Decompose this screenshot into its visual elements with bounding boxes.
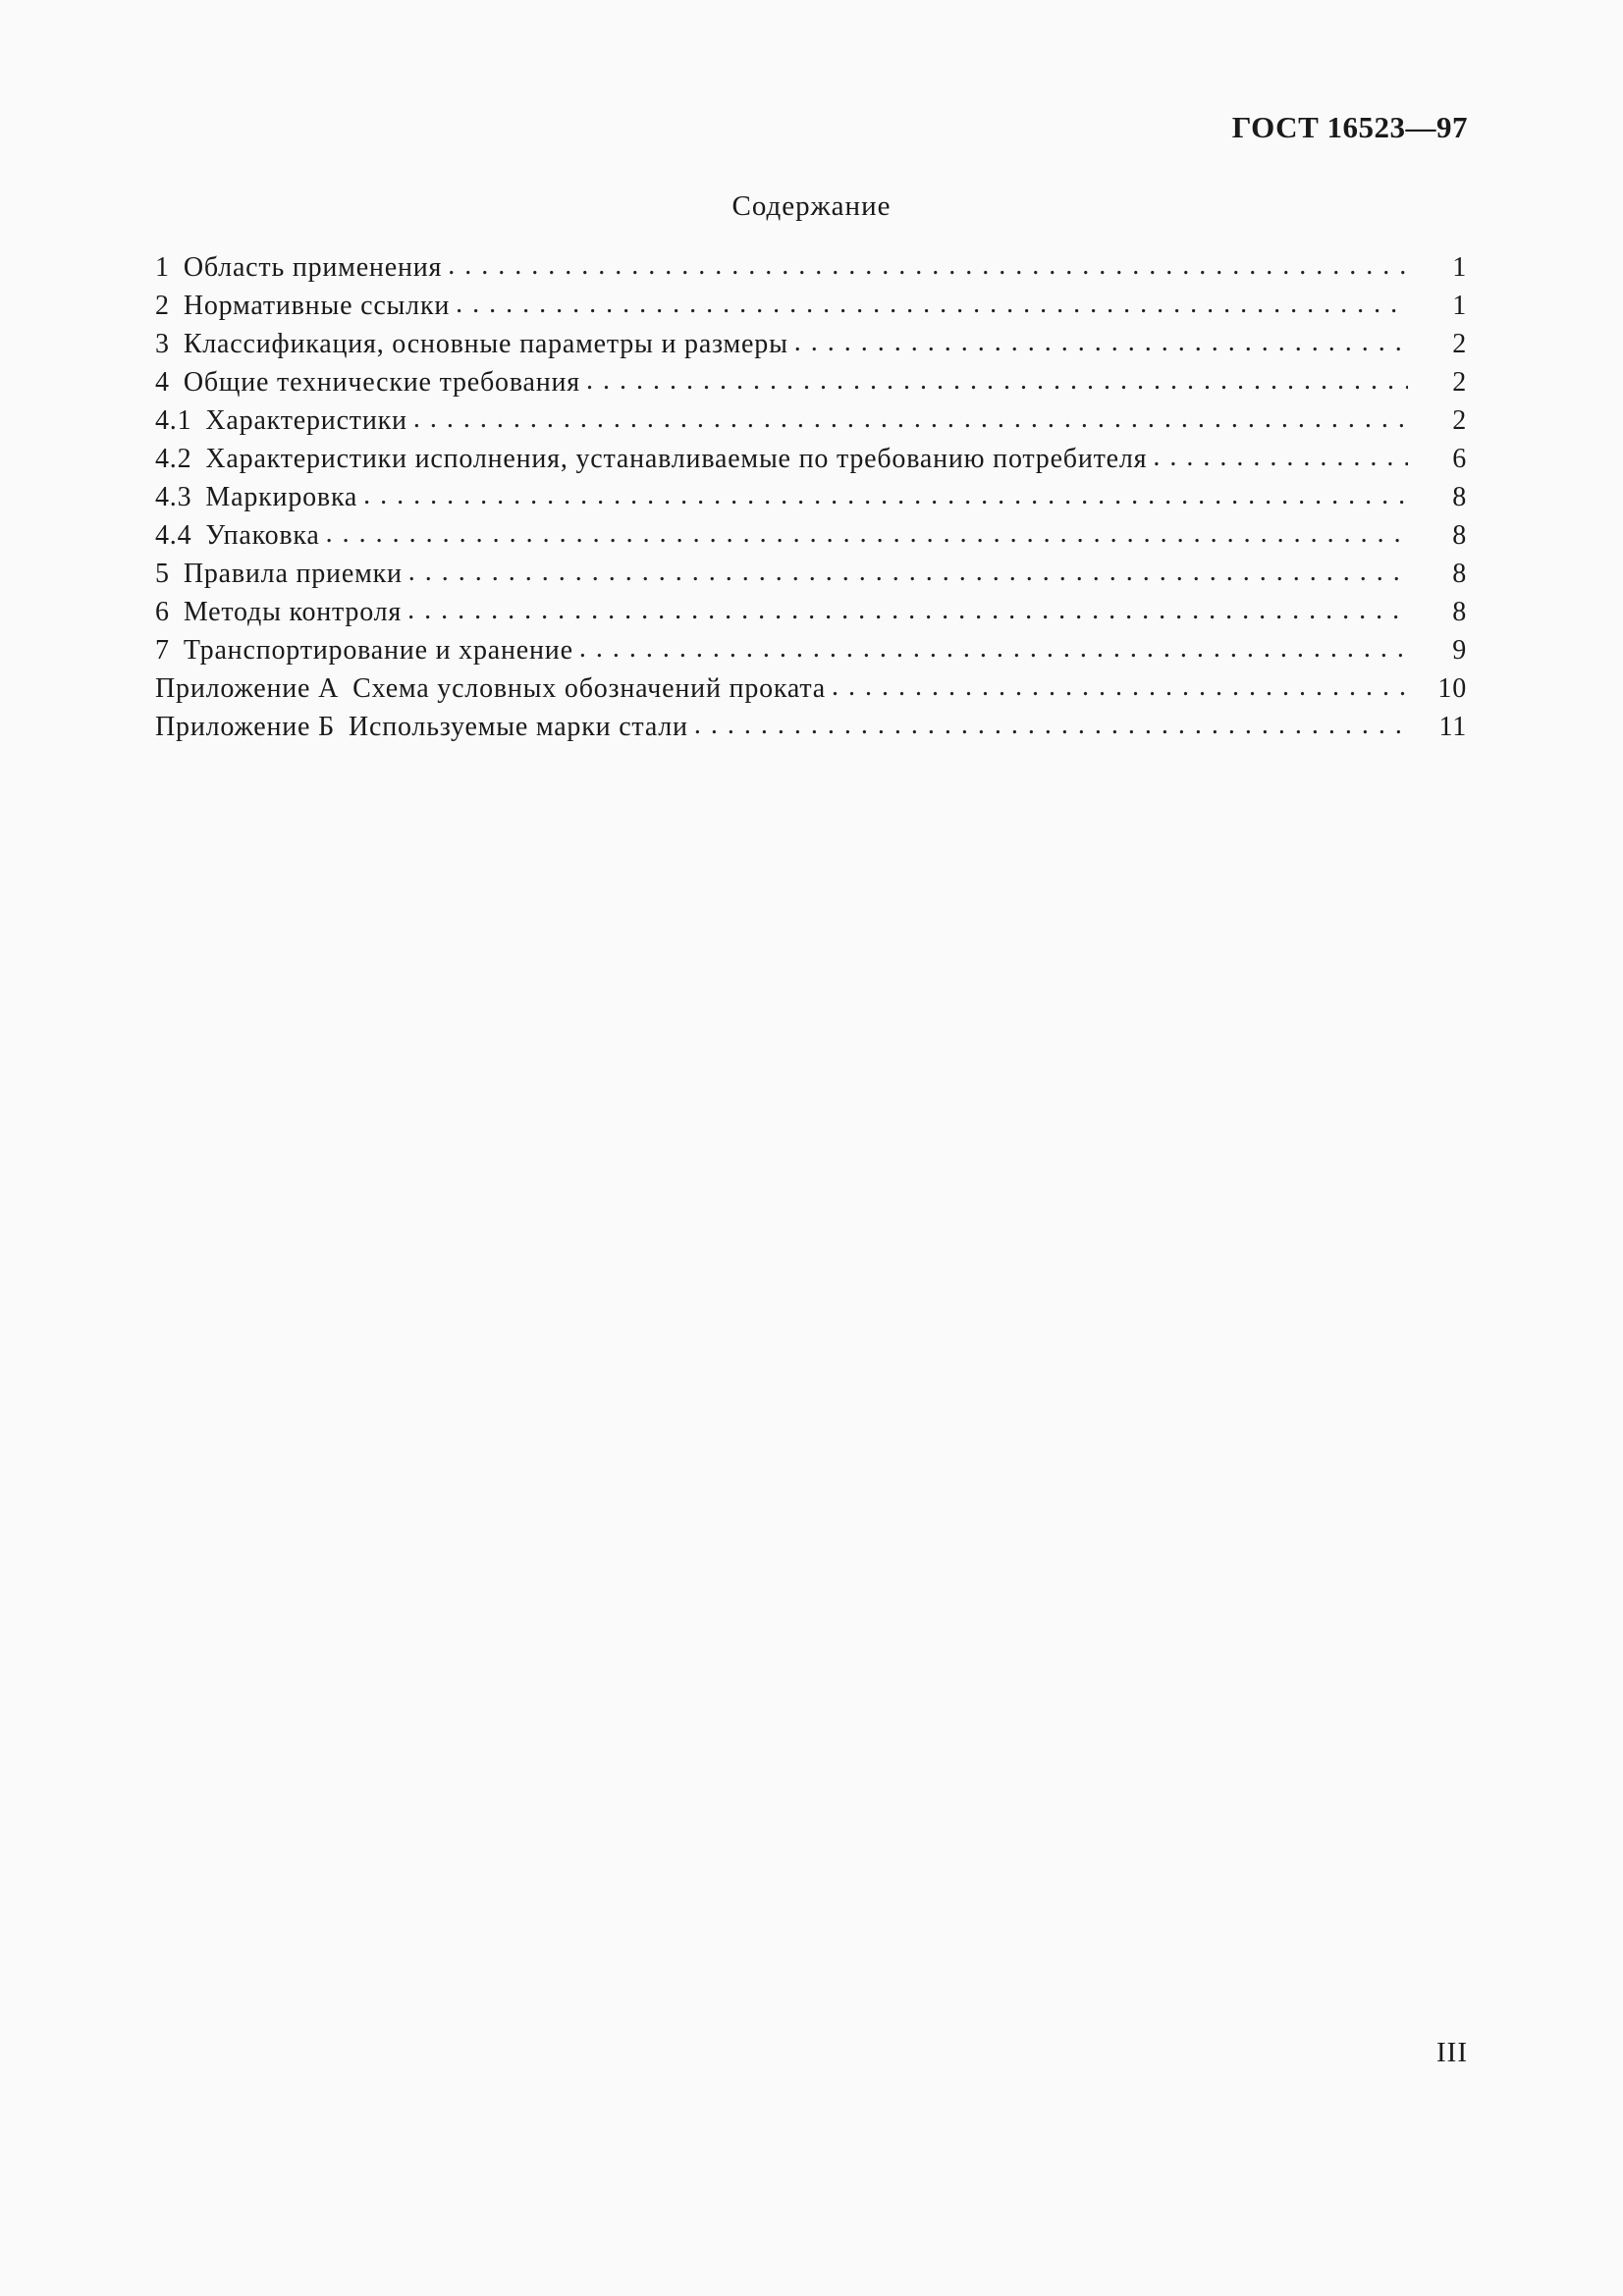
toc-entry-title: Используемые марки стали	[348, 712, 688, 742]
toc-entry[interactable]	[155, 405, 1467, 444]
toc-entry[interactable]	[155, 291, 1467, 329]
toc-entry-title: Маркировка	[205, 482, 358, 512]
toc-entry-page: 2	[1452, 405, 1467, 436]
toc-entry-title: Методы контроля	[183, 597, 403, 627]
toc-entry-number: 1	[155, 252, 170, 283]
toc-entry[interactable]	[155, 367, 1467, 405]
toc-entry-title: Область применения	[183, 252, 443, 283]
toc-entry-page: 9	[1452, 635, 1467, 666]
dot-leader	[1153, 442, 1408, 473]
toc-entry-number: Приложение Б	[155, 712, 335, 742]
dot-leader	[407, 595, 1408, 626]
toc-entry[interactable]	[155, 635, 1467, 673]
toc-entry-number: 4.2	[155, 444, 192, 474]
toc-entry-page: 8	[1452, 482, 1467, 512]
toc-entry-page: 8	[1452, 520, 1467, 551]
toc-entry-number: 4.4	[155, 520, 192, 551]
toc-entry-title: Классификация, основные параметры и размеры	[183, 329, 788, 359]
toc-entry-page: 10	[1437, 673, 1467, 704]
toc-entry[interactable]	[155, 329, 1467, 367]
table-of-contents	[155, 252, 1467, 750]
toc-entry-title: Характеристики	[205, 405, 407, 436]
toc-entry-number: 2	[155, 291, 170, 321]
toc-entry[interactable]	[155, 444, 1467, 482]
dot-leader	[832, 671, 1408, 703]
dot-leader	[694, 710, 1408, 741]
dot-leader	[794, 327, 1408, 358]
dot-leader	[326, 518, 1408, 550]
document-code: ГОСТ 16523—97	[1231, 110, 1468, 144]
toc-entry-title: Общие технические требования	[183, 367, 580, 398]
toc-entry-page: 11	[1438, 712, 1467, 742]
toc-entry-title: Схема условных обозначений проката	[352, 673, 827, 704]
toc-entry-number: 4.1	[155, 405, 192, 436]
toc-entry-title: Характеристики исполнения, устанавливаемые по требованию потребителя	[205, 444, 1148, 474]
dot-leader	[363, 480, 1408, 511]
dot-leader	[456, 289, 1408, 320]
toc-entry-title: Нормативные ссылки	[183, 291, 451, 321]
toc-entry-number: 7	[155, 635, 170, 666]
toc-entry-page: 1	[1452, 291, 1467, 321]
toc-entry-number: 6	[155, 597, 170, 627]
toc-entry-number: 4.3	[155, 482, 192, 512]
toc-entry-page: 8	[1452, 559, 1467, 589]
toc-entry-page: 2	[1452, 329, 1467, 359]
dot-leader	[586, 365, 1408, 397]
toc-entry-number: 5	[155, 559, 170, 589]
dot-leader	[448, 250, 1408, 282]
toc-entry-number: Приложение А	[155, 673, 340, 704]
toc-entry[interactable]	[155, 712, 1467, 750]
toc-entry[interactable]	[155, 559, 1467, 597]
toc-entry-number: 4	[155, 367, 170, 398]
toc-entry-number: 3	[155, 329, 170, 359]
toc-entry[interactable]	[155, 520, 1467, 559]
dot-leader	[408, 557, 1408, 588]
toc-entry[interactable]	[155, 673, 1467, 712]
dot-leader	[579, 633, 1408, 665]
toc-entry-page: 1	[1452, 252, 1467, 283]
page-number: III	[1436, 2037, 1468, 2068]
toc-entry-title: Правила приемки	[183, 559, 403, 589]
toc-entry[interactable]	[155, 482, 1467, 520]
toc-entry-title: Упаковка	[205, 520, 320, 551]
toc-entry-page: 6	[1452, 444, 1467, 474]
toc-entry-page: 8	[1452, 597, 1467, 627]
dot-leader	[413, 403, 1408, 435]
toc-title: Содержание	[731, 190, 892, 222]
toc-entry-title: Транспортирование и хранение	[183, 635, 573, 666]
toc-entry-page: 2	[1452, 367, 1467, 398]
toc-entry[interactable]	[155, 597, 1467, 635]
toc-entry[interactable]	[155, 252, 1467, 291]
